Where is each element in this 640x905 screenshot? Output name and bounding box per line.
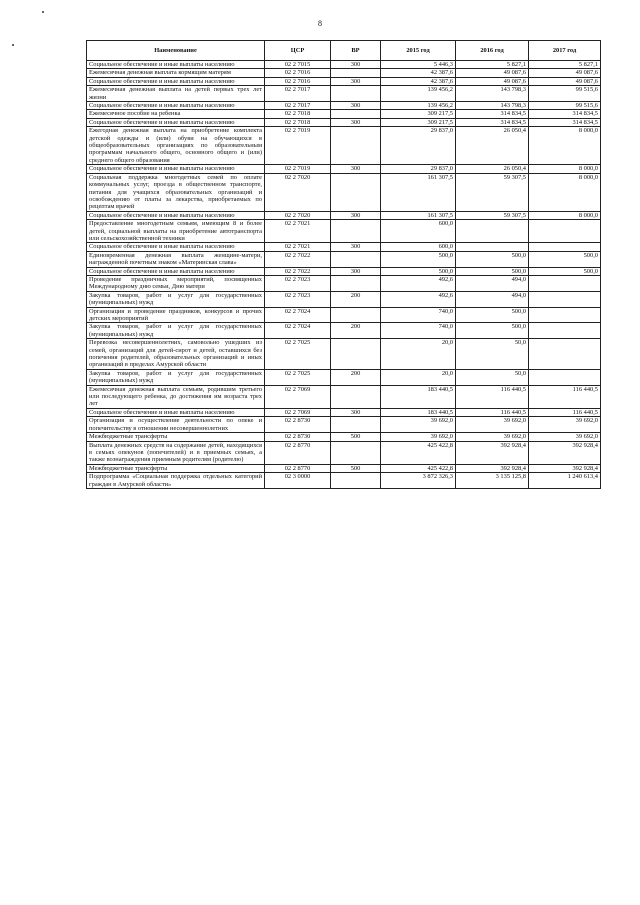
cell-vr: 300 <box>331 211 381 219</box>
table-row <box>87 433 601 441</box>
cell-2015: 183 440,5 <box>381 408 456 416</box>
table-row <box>87 243 601 251</box>
page-number: 8 <box>318 19 322 28</box>
cell-vr: 300 <box>331 165 381 173</box>
cell-2017: 500,0 <box>529 251 601 267</box>
cell-2015: 492,6 <box>381 275 456 291</box>
cell-csr: 02 2 7019 <box>265 165 331 173</box>
cell-2016: 3 135 125,8 <box>456 473 529 489</box>
table-row <box>87 127 601 165</box>
table-row <box>87 110 601 118</box>
cell-2017: 8 000,0 <box>529 165 601 173</box>
header-2017: 2017 год <box>529 41 601 61</box>
cell-2016: 392 928,4 <box>456 464 529 472</box>
cell-2015: 425 422,8 <box>381 464 456 472</box>
table-row <box>87 473 601 489</box>
cell-2017: 392 928,4 <box>529 441 601 464</box>
cell-2015: 20,0 <box>381 339 456 370</box>
cell-2015: 500,0 <box>381 251 456 267</box>
cell-vr: 300 <box>331 243 381 251</box>
table-header-row <box>87 41 601 61</box>
cell-2015: 39 692,0 <box>381 433 456 441</box>
cell-2017 <box>529 291 601 307</box>
cell-csr: 02 2 8770 <box>265 464 331 472</box>
cell-2016: 116 440,5 <box>456 385 529 408</box>
cell-2016: 59 307,5 <box>456 173 529 211</box>
cell-2016: 494,0 <box>456 275 529 291</box>
cell-csr: 02 2 7015 <box>265 61 331 69</box>
cell-csr: 02 2 7021 <box>265 243 331 251</box>
table-row <box>87 77 601 85</box>
cell-name: Ежемесячная денежная выплата на детей первых трех лет жизни <box>87 86 265 102</box>
cell-2016: 50,0 <box>456 369 529 385</box>
table-row <box>87 251 601 267</box>
cell-2017: 99 515,6 <box>529 102 601 110</box>
cell-2017 <box>529 243 601 251</box>
cell-2017: 392 928,4 <box>529 464 601 472</box>
cell-csr: 02 2 7024 <box>265 307 331 323</box>
cell-name: Социальное обеспечение и иные выплаты населению <box>87 61 265 69</box>
cell-2015: 39 692,0 <box>381 417 456 433</box>
cell-2016: 392 928,4 <box>456 441 529 464</box>
cell-2015: 161 307,5 <box>381 211 456 219</box>
cell-2016: 500,0 <box>456 307 529 323</box>
table-row <box>87 291 601 307</box>
table-row <box>87 339 601 370</box>
cell-csr: 02 2 7017 <box>265 86 331 102</box>
cell-2016: 5 827,1 <box>456 61 529 69</box>
cell-name: Социальное обеспечение и иные выплаты населению <box>87 77 265 85</box>
cell-csr: 02 2 7016 <box>265 77 331 85</box>
table-row <box>87 369 601 385</box>
cell-2015: 161 307,5 <box>381 173 456 211</box>
cell-2015: 500,0 <box>381 267 456 275</box>
cell-2017: 49 087,6 <box>529 77 601 85</box>
cell-2015: 309 217,5 <box>381 118 456 126</box>
cell-csr: 02 2 8730 <box>265 417 331 433</box>
cell-name: Закупка товаров, работ и услуг для государственных (муниципальных) нужд <box>87 369 265 385</box>
cell-2017 <box>529 275 601 291</box>
header-vr: ВР <box>331 41 381 61</box>
cell-2015: 42 387,6 <box>381 77 456 85</box>
cell-vr <box>331 220 381 243</box>
cell-name: Выплата денежных средств на содержание детей, находящихся в семьях опекунов (попечителей) и в приемных семьях, а также вознаграждения приемным родителям (родителю) <box>87 441 265 464</box>
cell-vr: 300 <box>331 77 381 85</box>
cell-2016: 50,0 <box>456 339 529 370</box>
cell-2015: 425 422,8 <box>381 441 456 464</box>
table-row <box>87 275 601 291</box>
cell-2017: 116 440,5 <box>529 408 601 416</box>
table-row <box>87 307 601 323</box>
cell-vr: 300 <box>331 102 381 110</box>
cell-vr <box>331 275 381 291</box>
scan-mark <box>12 44 14 46</box>
cell-vr <box>331 441 381 464</box>
cell-2015: 183 440,5 <box>381 385 456 408</box>
cell-2017 <box>529 323 601 339</box>
table-row <box>87 211 601 219</box>
table-row <box>87 86 601 102</box>
cell-vr <box>331 251 381 267</box>
cell-csr: 02 2 7069 <box>265 385 331 408</box>
cell-csr: 02 2 8730 <box>265 433 331 441</box>
cell-csr: 02 3 0000 <box>265 473 331 489</box>
cell-csr: 02 2 7017 <box>265 102 331 110</box>
table-body <box>87 61 601 489</box>
cell-csr: 02 2 7020 <box>265 173 331 211</box>
cell-vr: 500 <box>331 464 381 472</box>
cell-2015: 3 872 326,3 <box>381 473 456 489</box>
cell-name: Ежегодная денежная выплата на приобретение комплекта детской одежды и (или) обуви на обучающихся в общеобразовательных организациях по образовательным программам начального общего, основного общего и (или) среднего общего образования <box>87 127 265 165</box>
cell-2015: 740,0 <box>381 323 456 339</box>
cell-2016: 116 440,5 <box>456 408 529 416</box>
cell-csr: 02 2 7025 <box>265 339 331 370</box>
cell-2015: 5 446,3 <box>381 61 456 69</box>
cell-2015: 20,0 <box>381 369 456 385</box>
cell-2017: 5 827,1 <box>529 61 601 69</box>
cell-name: Социальное обеспечение и иные выплаты населению <box>87 267 265 275</box>
cell-name: Межбюджетные трансферты <box>87 433 265 441</box>
cell-2015: 139 456,2 <box>381 86 456 102</box>
header-csr: ЦСР <box>265 41 331 61</box>
cell-2016: 143 798,3 <box>456 102 529 110</box>
cell-csr: 02 2 7016 <box>265 69 331 77</box>
cell-csr: 02 2 7025 <box>265 369 331 385</box>
table-row <box>87 61 601 69</box>
table-row <box>87 165 601 173</box>
cell-name: Социальное обеспечение и иные выплаты населению <box>87 408 265 416</box>
cell-2016: 39 692,0 <box>456 417 529 433</box>
cell-csr: 02 2 7020 <box>265 211 331 219</box>
cell-2015: 29 837,0 <box>381 165 456 173</box>
cell-name: Предоставление многодетным семьям, имеющим 8 и более детей, социальной выплаты на приобретение автотранспорта или сельскохозяйственной техники <box>87 220 265 243</box>
cell-2016: 143 798,3 <box>456 86 529 102</box>
table-row <box>87 102 601 110</box>
cell-csr: 02 2 7023 <box>265 275 331 291</box>
cell-2016: 39 692,0 <box>456 433 529 441</box>
cell-vr <box>331 339 381 370</box>
cell-csr: 02 2 7022 <box>265 251 331 267</box>
cell-2017: 314 834,5 <box>529 110 601 118</box>
cell-2015: 600,0 <box>381 243 456 251</box>
cell-2017: 39 692,0 <box>529 433 601 441</box>
cell-2017: 8 000,0 <box>529 127 601 165</box>
cell-2016: 26 050,4 <box>456 127 529 165</box>
cell-2017: 8 000,0 <box>529 211 601 219</box>
cell-2017: 49 087,6 <box>529 69 601 77</box>
cell-vr: 300 <box>331 61 381 69</box>
cell-vr: 200 <box>331 369 381 385</box>
cell-vr: 500 <box>331 433 381 441</box>
cell-vr <box>331 307 381 323</box>
cell-csr: 02 2 7024 <box>265 323 331 339</box>
cell-2017: 8 000,0 <box>529 173 601 211</box>
table-row <box>87 408 601 416</box>
cell-csr: 02 2 7018 <box>265 118 331 126</box>
cell-2017: 99 515,6 <box>529 86 601 102</box>
cell-name: Социальное обеспечение и иные выплаты населению <box>87 243 265 251</box>
table-row <box>87 441 601 464</box>
cell-vr <box>331 173 381 211</box>
cell-csr: 02 2 7018 <box>265 110 331 118</box>
cell-name: Межбюджетные трансферты <box>87 464 265 472</box>
cell-name: Социальное обеспечение и иные выплаты населению <box>87 118 265 126</box>
cell-2017: 39 692,0 <box>529 417 601 433</box>
table-row <box>87 69 601 77</box>
cell-name: Социальная поддержка многодетных семей по оплате коммунальных услуг, проезда в общественном транспорте, питания для учащихся образовательных организаций и освобождению от платы за лекарства, приобретаемых по рецептам врачей <box>87 173 265 211</box>
cell-2016 <box>456 243 529 251</box>
table-row <box>87 323 601 339</box>
table-row <box>87 417 601 433</box>
cell-2015: 740,0 <box>381 307 456 323</box>
cell-vr <box>331 110 381 118</box>
table-row <box>87 173 601 211</box>
cell-2016: 49 087,6 <box>456 77 529 85</box>
cell-vr <box>331 417 381 433</box>
cell-2016: 494,0 <box>456 291 529 307</box>
budget-table <box>86 40 601 489</box>
cell-name: Организация и проведение праздников, конкурсов и прочих детских мероприятий <box>87 307 265 323</box>
cell-name: Организация и осуществление деятельности по опеке и попечительству в отношении несовершеннолетних <box>87 417 265 433</box>
table-row <box>87 220 601 243</box>
cell-name: Ежемесячная денежная выплата семьям, родившим третьего или последующего ребенка, до достижения им возраста трех лет <box>87 385 265 408</box>
cell-vr <box>331 127 381 165</box>
cell-name: Социальное обеспечение и иные выплаты населению <box>87 165 265 173</box>
cell-name: Закупка товаров, работ и услуг для государственных (муниципальных) нужд <box>87 291 265 307</box>
cell-2015: 309 217,5 <box>381 110 456 118</box>
cell-name: Ежемесячное пособие на ребенка <box>87 110 265 118</box>
cell-vr <box>331 69 381 77</box>
cell-name: Социальное обеспечение и иные выплаты населению <box>87 102 265 110</box>
table-row <box>87 118 601 126</box>
table-row <box>87 385 601 408</box>
cell-2017 <box>529 369 601 385</box>
cell-name: Проведение праздничных мероприятий, посвященных Международному дню семьи, Дню матери <box>87 275 265 291</box>
cell-2016: 500,0 <box>456 323 529 339</box>
cell-name: Подпрограмма «Социальная поддержка отдельных категорий граждан в Амурской области» <box>87 473 265 489</box>
cell-csr: 02 2 7022 <box>265 267 331 275</box>
cell-2017: 1 240 613,4 <box>529 473 601 489</box>
cell-2016: 26 050,4 <box>456 165 529 173</box>
cell-csr: 02 2 7019 <box>265 127 331 165</box>
cell-2015: 29 837,0 <box>381 127 456 165</box>
cell-vr: 300 <box>331 267 381 275</box>
header-2015: 2015 год <box>381 41 456 61</box>
cell-2015: 42 387,6 <box>381 69 456 77</box>
cell-vr <box>331 86 381 102</box>
cell-csr: 02 2 7069 <box>265 408 331 416</box>
cell-vr <box>331 473 381 489</box>
cell-2016: 314 834,5 <box>456 110 529 118</box>
cell-2016 <box>456 220 529 243</box>
cell-name: Единовременная денежная выплата женщине-матери, награжденной почетным знаком «Материнская слава» <box>87 251 265 267</box>
cell-csr: 02 2 7023 <box>265 291 331 307</box>
cell-vr <box>331 385 381 408</box>
cell-vr: 300 <box>331 118 381 126</box>
header-2016: 2016 год <box>456 41 529 61</box>
cell-vr: 200 <box>331 291 381 307</box>
cell-vr: 300 <box>331 408 381 416</box>
cell-2016: 49 087,6 <box>456 69 529 77</box>
cell-2015: 600,0 <box>381 220 456 243</box>
cell-2017 <box>529 307 601 323</box>
cell-2016: 59 307,5 <box>456 211 529 219</box>
cell-2017 <box>529 220 601 243</box>
cell-csr: 02 2 8770 <box>265 441 331 464</box>
cell-2017: 314 834,5 <box>529 118 601 126</box>
cell-2015: 139 456,2 <box>381 102 456 110</box>
table-row <box>87 464 601 472</box>
cell-name: Ежемесячная денежная выплата кормящим матерям <box>87 69 265 77</box>
cell-2017: 500,0 <box>529 267 601 275</box>
cell-name: Перевозка несовершеннолетних, самовольно ушедших из семей, организаций для детей-сирот и детей, оставшихся без попечения родителей, образовательных организаций и иных организаций в пределах Амурской области <box>87 339 265 370</box>
cell-csr: 02 2 7021 <box>265 220 331 243</box>
header-name: Наименование <box>87 41 265 61</box>
cell-2017: 116 440,5 <box>529 385 601 408</box>
cell-2016: 500,0 <box>456 267 529 275</box>
cell-2016: 314 834,5 <box>456 118 529 126</box>
cell-2015: 492,6 <box>381 291 456 307</box>
cell-name: Социальное обеспечение и иные выплаты населению <box>87 211 265 219</box>
cell-name: Закупка товаров, работ и услуг для государственных (муниципальных) нужд <box>87 323 265 339</box>
table-row <box>87 267 601 275</box>
cell-2017 <box>529 339 601 370</box>
scan-mark <box>42 11 44 13</box>
cell-2016: 500,0 <box>456 251 529 267</box>
cell-vr: 200 <box>331 323 381 339</box>
